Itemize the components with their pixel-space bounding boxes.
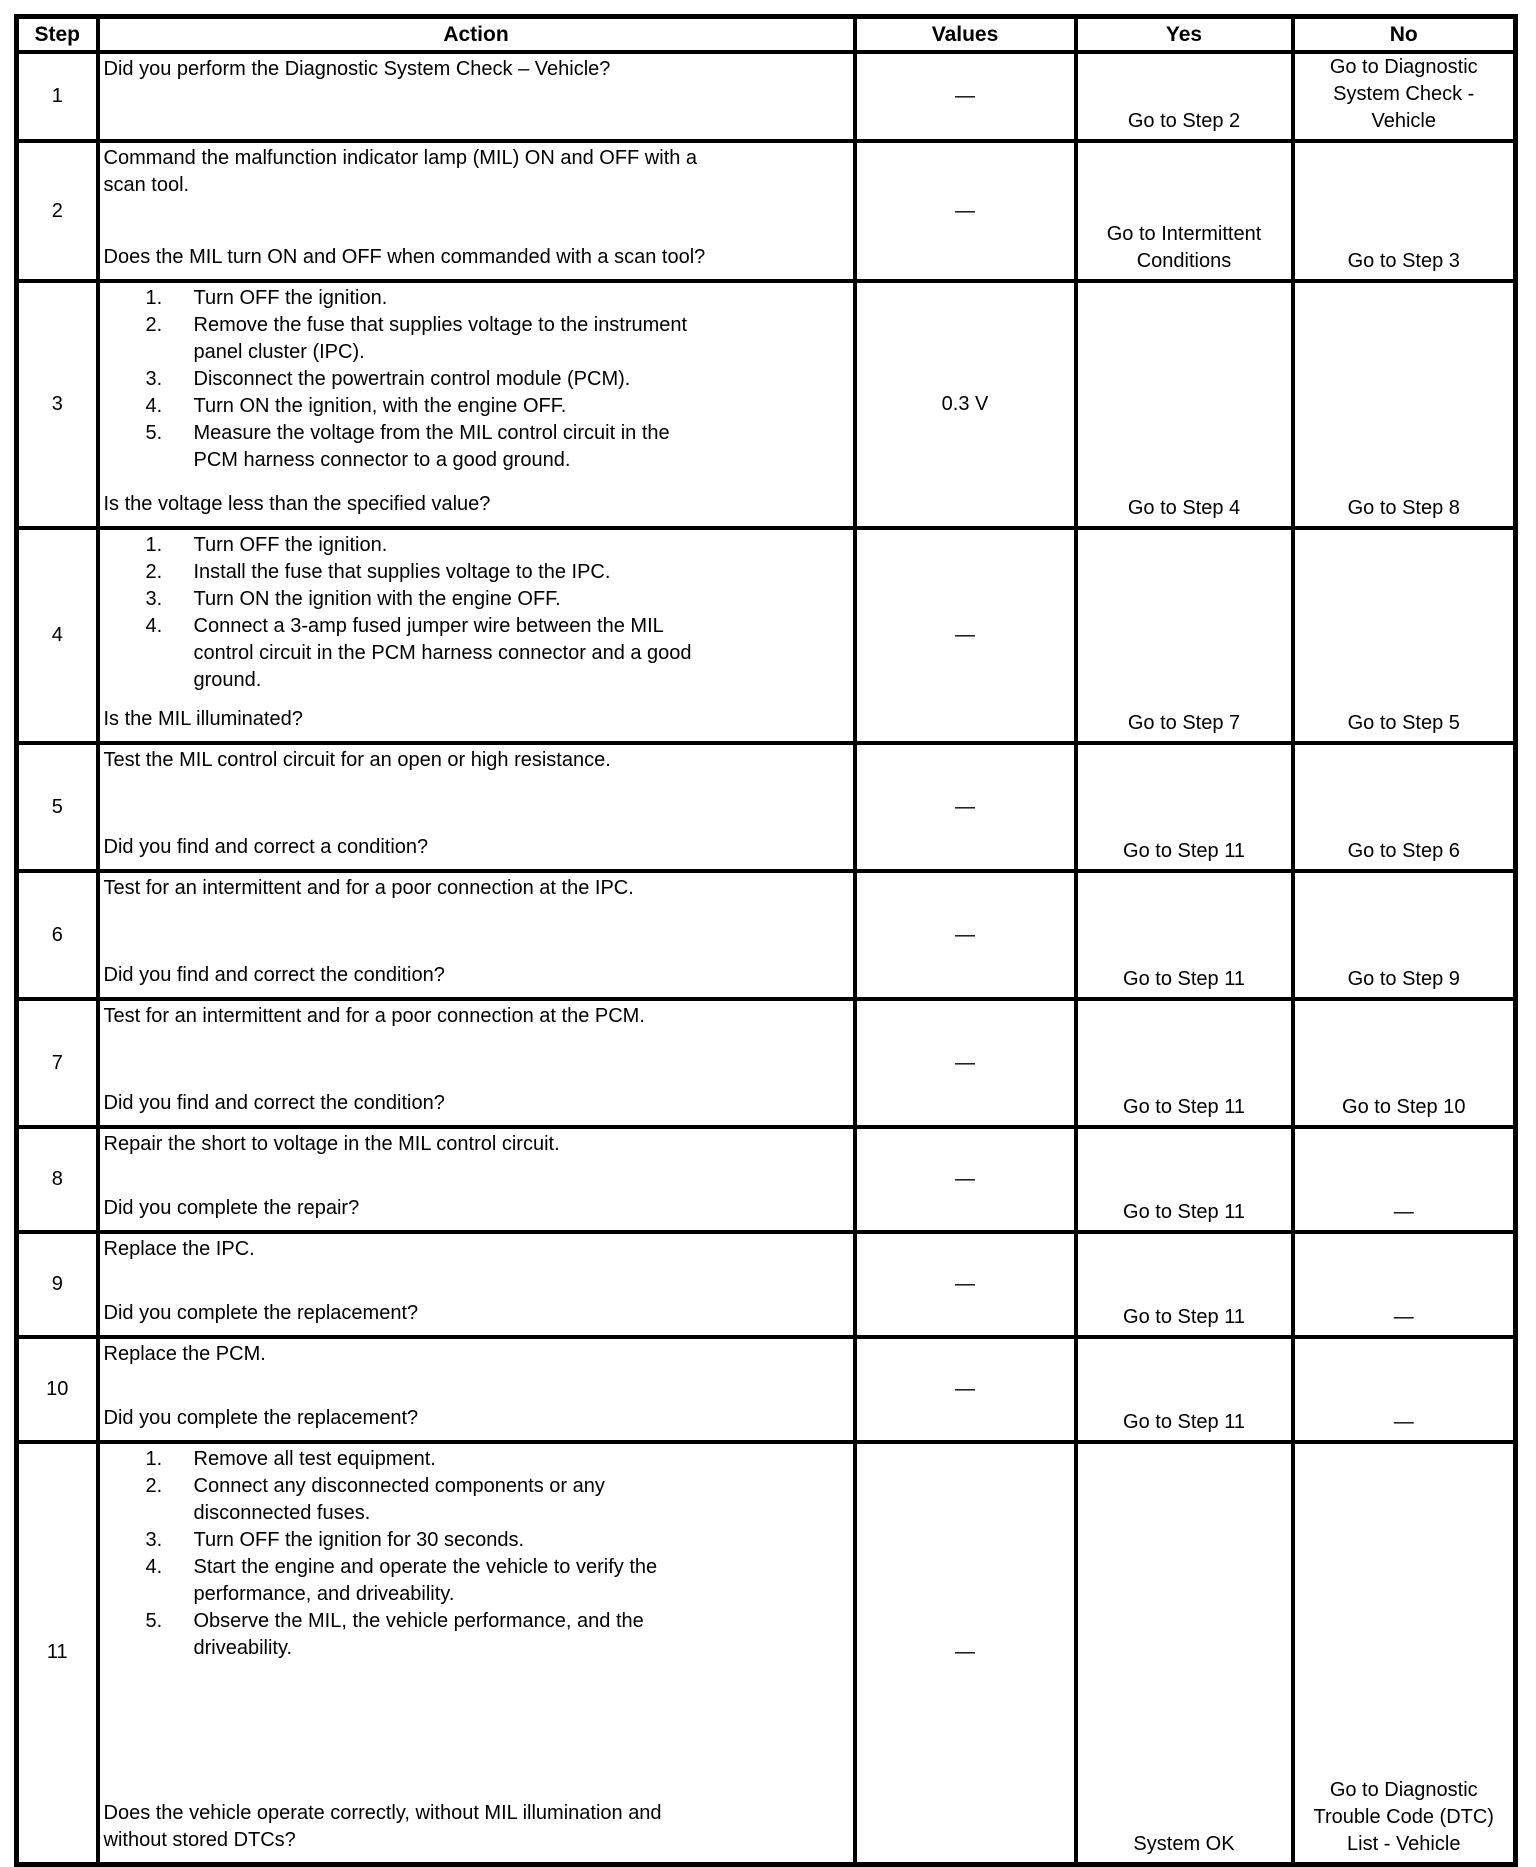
step-number: 11 bbox=[17, 1442, 98, 1864]
yes-cell: System OK bbox=[1076, 1442, 1293, 1864]
no-cell: Go to Step 6 bbox=[1293, 743, 1516, 871]
action-cell bbox=[98, 528, 855, 743]
no-cell: Go to Diagnostic Trouble Code (DTC) List - Vehicle bbox=[1293, 1442, 1516, 1864]
action-question: Did you find and correct a condition? bbox=[103, 836, 429, 858]
action-question: Did you complete the replacement? bbox=[103, 1407, 419, 1429]
yes-cell: Go to Step 11 bbox=[1076, 999, 1293, 1127]
list-item: Connect any disconnected components or any disconnected fuses. bbox=[193, 1475, 605, 1524]
step-number: 1 bbox=[17, 52, 98, 141]
values-cell: — bbox=[855, 1232, 1076, 1337]
yes-cell: Go to Step 11 bbox=[1076, 1127, 1293, 1232]
action-cell bbox=[98, 281, 855, 528]
action-question: Is the voltage less than the specified value? bbox=[103, 493, 491, 515]
step-number: 6 bbox=[17, 871, 98, 999]
no-cell: — bbox=[1293, 1337, 1516, 1442]
list-item: Connect a 3-amp fused jumper wire between the MIL control circuit in the PCM harness connector and a good ground. bbox=[193, 615, 692, 691]
no-cell: — bbox=[1293, 1232, 1516, 1337]
action-list bbox=[104, 532, 719, 694]
header-action: Action bbox=[98, 17, 855, 53]
table-row bbox=[17, 743, 1516, 871]
header-row bbox=[17, 17, 1516, 53]
values-cell: — bbox=[855, 1127, 1076, 1232]
list-item: Disconnect the powertrain control module (PCM). bbox=[193, 368, 631, 390]
step-number: 5 bbox=[17, 743, 98, 871]
action-question: Did you complete the replacement? bbox=[103, 1302, 419, 1324]
step-number: 9 bbox=[17, 1232, 98, 1337]
table-row bbox=[17, 1232, 1516, 1337]
no-cell: — bbox=[1293, 1127, 1516, 1232]
action-text: Command the malfunction indicator lamp (MIL) ON and OFF with a scan tool. bbox=[103, 147, 698, 196]
values-cell: — bbox=[855, 743, 1076, 871]
action-cell bbox=[98, 871, 855, 999]
yes-cell: Go to Step 7 bbox=[1076, 528, 1293, 743]
no-cell: Go to Step 8 bbox=[1293, 281, 1516, 528]
list-item: Turn OFF the ignition for 30 seconds. bbox=[193, 1529, 525, 1551]
table-row bbox=[17, 528, 1516, 743]
action-list bbox=[104, 285, 719, 474]
values-cell: — bbox=[855, 52, 1076, 141]
action-cell bbox=[98, 1442, 855, 1864]
action-text: Test for an intermittent and for a poor connection at the PCM. bbox=[103, 1005, 645, 1027]
values-cell: — bbox=[855, 528, 1076, 743]
step-number: 3 bbox=[17, 281, 98, 528]
list-item: Install the fuse that supplies voltage to the IPC. bbox=[193, 561, 611, 583]
yes-cell: Go to Step 11 bbox=[1076, 743, 1293, 871]
list-item: Measure the voltage from the MIL control circuit in the PCM harness connector to a good ground. bbox=[193, 422, 670, 471]
table-row bbox=[17, 141, 1516, 281]
list-item: Turn ON the ignition with the engine OFF. bbox=[193, 588, 561, 610]
action-list bbox=[104, 1446, 719, 1662]
no-cell: Go to Step 10 bbox=[1293, 999, 1516, 1127]
action-cell bbox=[98, 743, 855, 871]
action-question: Did you find and correct the condition? bbox=[103, 964, 445, 986]
step-number: 7 bbox=[17, 999, 98, 1127]
header-no: No bbox=[1293, 17, 1516, 53]
action-cell bbox=[98, 1232, 855, 1337]
list-item: Observe the MIL, the vehicle performance, and the driveability. bbox=[193, 1610, 644, 1659]
step-number: 4 bbox=[17, 528, 98, 743]
yes-cell: Go to Step 11 bbox=[1076, 871, 1293, 999]
values-cell: — bbox=[855, 1442, 1076, 1864]
values-cell: — bbox=[855, 1337, 1076, 1442]
no-cell: Go to Diagnostic System Check - Vehicle bbox=[1293, 52, 1516, 141]
action-cell bbox=[98, 999, 855, 1127]
step-number: 10 bbox=[17, 1337, 98, 1442]
diagnostic-table bbox=[14, 14, 1518, 1867]
table-row bbox=[17, 1337, 1516, 1442]
action-text: Replace the IPC. bbox=[103, 1238, 255, 1260]
values-cell: — bbox=[855, 999, 1076, 1127]
yes-cell: Go to Intermittent Conditions bbox=[1076, 141, 1293, 281]
table-row bbox=[17, 281, 1516, 528]
values-cell: 0.3 V bbox=[855, 281, 1076, 528]
no-cell: Go to Step 9 bbox=[1293, 871, 1516, 999]
action-text: Test the MIL control circuit for an open or high resistance. bbox=[103, 749, 611, 771]
table-row bbox=[17, 871, 1516, 999]
action-text: Replace the PCM. bbox=[103, 1343, 266, 1365]
table-row bbox=[17, 1442, 1516, 1864]
action-cell bbox=[98, 1337, 855, 1442]
action-cell bbox=[98, 1127, 855, 1232]
action-question: Did you find and correct the condition? bbox=[103, 1092, 445, 1114]
header-yes: Yes bbox=[1076, 17, 1293, 53]
values-cell: — bbox=[855, 871, 1076, 999]
list-item: Turn OFF the ignition. bbox=[193, 534, 388, 556]
yes-cell: Go to Step 11 bbox=[1076, 1232, 1293, 1337]
action-question: Did you complete the repair? bbox=[103, 1197, 360, 1219]
list-item: Remove the fuse that supplies voltage to the instrument panel cluster (IPC). bbox=[193, 314, 688, 363]
table-row bbox=[17, 1127, 1516, 1232]
table-row bbox=[17, 999, 1516, 1127]
step-number: 8 bbox=[17, 1127, 98, 1232]
action-text: Repair the short to voltage in the MIL control circuit. bbox=[103, 1133, 560, 1155]
action-cell bbox=[98, 141, 855, 281]
action-cell bbox=[98, 52, 855, 141]
header-values: Values bbox=[855, 17, 1076, 53]
step-number: 2 bbox=[17, 141, 98, 281]
action-question: Is the MIL illuminated? bbox=[103, 708, 303, 730]
action-text: Did you perform the Diagnostic System Check – Vehicle? bbox=[103, 58, 611, 80]
yes-cell: Go to Step 4 bbox=[1076, 281, 1293, 528]
values-cell: — bbox=[855, 141, 1076, 281]
action-question: Does the vehicle operate correctly, without MIL illumination and without stored DTCs? bbox=[103, 1802, 662, 1851]
no-cell: Go to Step 5 bbox=[1293, 528, 1516, 743]
action-text: Test for an intermittent and for a poor connection at the IPC. bbox=[103, 877, 634, 899]
list-item: Remove all test equipment. bbox=[193, 1448, 436, 1470]
table-row bbox=[17, 52, 1516, 141]
header-step: Step bbox=[17, 17, 98, 53]
no-cell: Go to Step 3 bbox=[1293, 141, 1516, 281]
yes-cell: Go to Step 11 bbox=[1076, 1337, 1293, 1442]
list-item: Start the engine and operate the vehicle to verify the performance, and driveability. bbox=[193, 1556, 658, 1605]
yes-cell: Go to Step 2 bbox=[1076, 52, 1293, 141]
action-question: Does the MIL turn ON and OFF when commanded with a scan tool? bbox=[103, 246, 706, 268]
list-item: Turn OFF the ignition. bbox=[193, 287, 388, 309]
list-item: Turn ON the ignition, with the engine OFF. bbox=[193, 395, 567, 417]
